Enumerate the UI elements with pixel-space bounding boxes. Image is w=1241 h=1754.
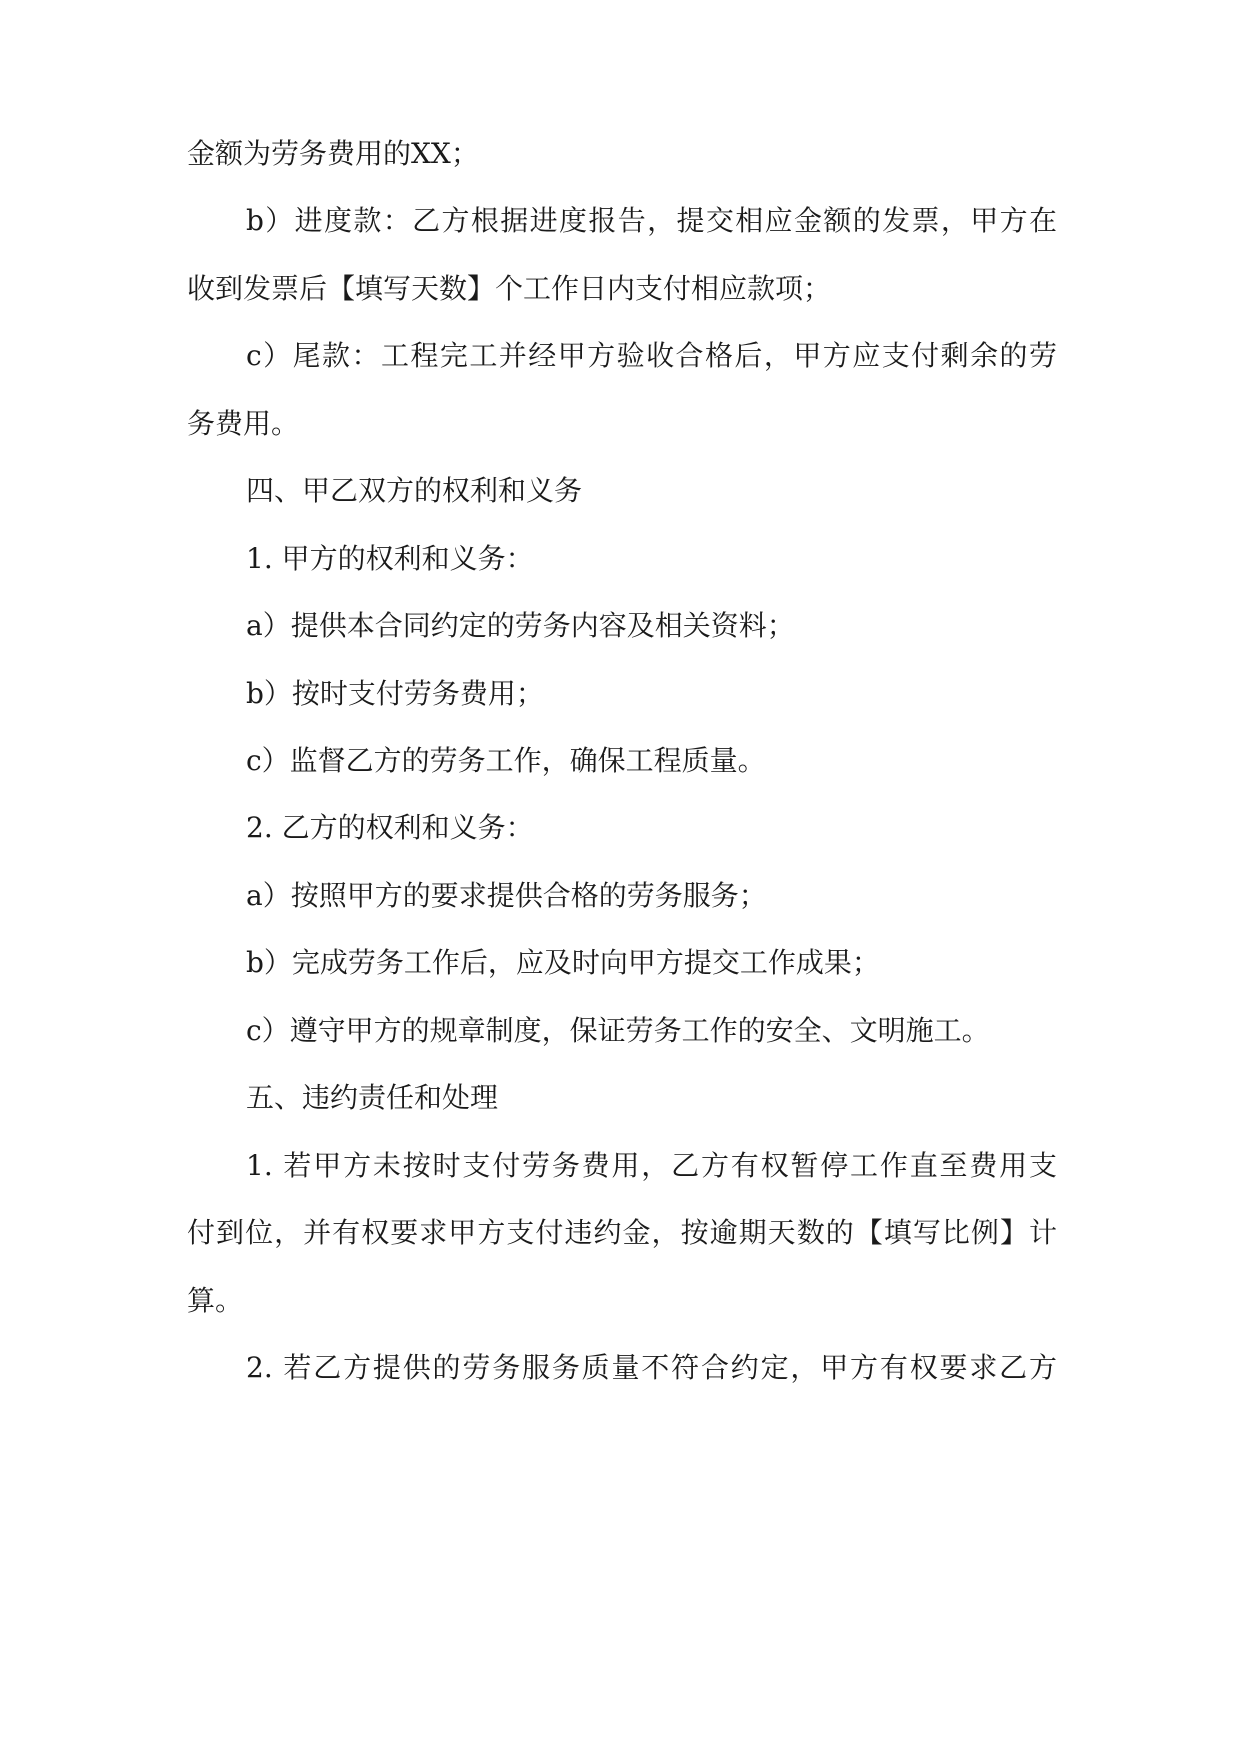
text-line: c）遵守甲方的规章制度，保证劳务工作的安全、文明施工。 [246, 1014, 990, 1047]
text-line: b）完成劳务工作后，应及时向甲方提交工作成果； [246, 946, 880, 979]
text-line: a）提供本合同约定的劳务内容及相关资料； [246, 609, 795, 642]
text-line: c）监督乙方的劳务工作，确保工程质量。 [246, 744, 766, 777]
text-line: 1. 甲方的权利和义务： [246, 542, 534, 575]
text-line: 金额为劳务费用的XX； [187, 137, 479, 170]
text-line: a）按照甲方的要求提供合格的劳务服务； [246, 879, 767, 912]
text-line: 务费用。 [187, 407, 300, 440]
text-line: 付到位，并有权要求甲方支付违约金，按逾期天数的【填写比例】计 [187, 1216, 1057, 1249]
section-heading: 五、违约责任和处理 [246, 1081, 499, 1114]
text-line: c）尾款：工程完工并经甲方验收合格后，甲方应支付剩余的劳 [246, 339, 1057, 372]
text-line: b）进度款：乙方根据进度报告，提交相应金额的发票，甲方在 [246, 204, 1057, 237]
text-line: 算。 [187, 1284, 244, 1317]
text-line: 1. 若甲方未按时支付劳务费用，乙方有权暂停工作直至费用支 [246, 1149, 1057, 1182]
text-line: 2. 乙方的权利和义务： [246, 811, 534, 844]
text-line: b）按时支付劳务费用； [246, 677, 544, 710]
text-line: 2. 若乙方提供的劳务服务质量不符合约定，甲方有权要求乙方 [246, 1351, 1057, 1384]
section-heading: 四、甲乙双方的权利和义务 [246, 474, 583, 507]
text-line: 收到发票后【填写天数】个工作日内支付相应款项； [187, 272, 832, 305]
